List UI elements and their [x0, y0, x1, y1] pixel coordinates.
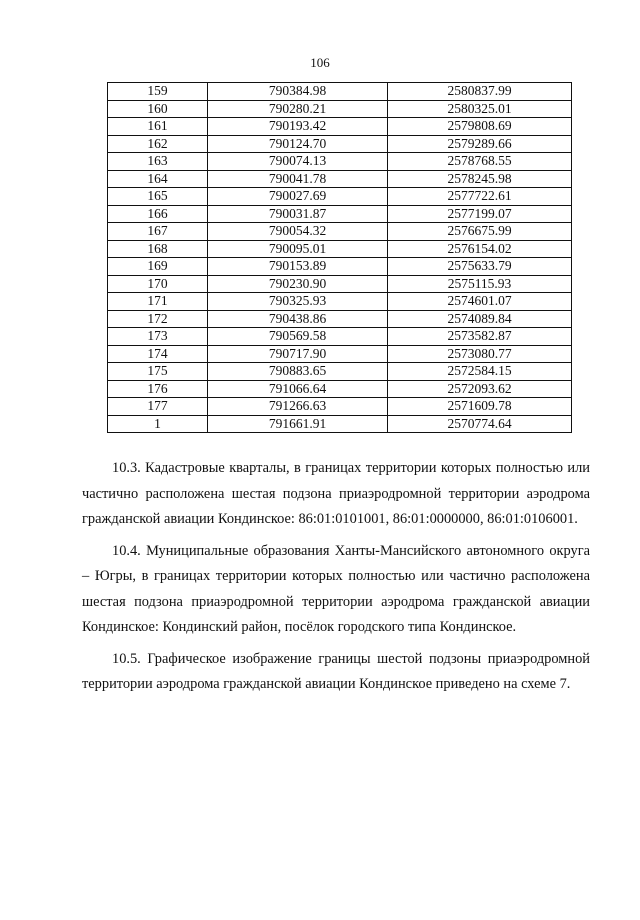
table-row [108, 135, 572, 153]
table-row [108, 118, 572, 136]
y-coordinate-cell: 2571609.78 [388, 398, 572, 416]
y-coordinate-cell: 2572584.15 [388, 363, 572, 381]
table-row [108, 223, 572, 241]
table-row [108, 205, 572, 223]
x-coordinate-cell: 790031.87 [208, 205, 388, 223]
table-row [108, 275, 572, 293]
table-row [108, 380, 572, 398]
y-coordinate-cell: 2577199.07 [388, 205, 572, 223]
paragraph-10-4: 10.4. Муниципальные образования Ханты-Мансийского автономного округа – Югры, в границах территории которых полностью или частично расположена шестая подзона приаэродромной территории аэродрома гражданской авиации Кондинское: Кондинский район, посёлок городского типа Кондинское. [82, 542, 590, 635]
point-number-cell: 161 [108, 118, 208, 136]
point-number-cell: 160 [108, 100, 208, 118]
table-row [108, 293, 572, 311]
x-coordinate-cell: 790095.01 [208, 240, 388, 258]
y-coordinate-cell: 2572093.62 [388, 380, 572, 398]
x-coordinate-cell: 790717.90 [208, 345, 388, 363]
point-number-cell: 173 [108, 328, 208, 346]
x-coordinate-cell: 791661.91 [208, 415, 388, 433]
x-coordinate-cell: 790325.93 [208, 293, 388, 311]
table-row [108, 188, 572, 206]
table-row [108, 310, 572, 328]
x-coordinate-cell: 790041.78 [208, 170, 388, 188]
y-coordinate-cell: 2580837.99 [388, 83, 572, 101]
paragraph-10-5: 10.5. Графическое изображение границы шестой подзоны приаэродромной территории аэродрома гражданской авиации Кондинское приведено на схеме 7. [82, 650, 590, 692]
y-coordinate-cell: 2575115.93 [388, 275, 572, 293]
body-text [82, 456, 590, 704]
y-coordinate-cell: 2573582.87 [388, 328, 572, 346]
point-number-cell: 172 [108, 310, 208, 328]
y-coordinate-cell: 2576154.02 [388, 240, 572, 258]
point-number-cell: 175 [108, 363, 208, 381]
point-number-cell: 1 [108, 415, 208, 433]
x-coordinate-cell: 790193.42 [208, 118, 388, 136]
y-coordinate-cell: 2580325.01 [388, 100, 572, 118]
table-row [108, 415, 572, 433]
x-coordinate-cell: 790124.70 [208, 135, 388, 153]
table-row [108, 328, 572, 346]
point-number-cell: 166 [108, 205, 208, 223]
table-row [108, 258, 572, 276]
x-coordinate-cell: 791266.63 [208, 398, 388, 416]
table-row [108, 240, 572, 258]
point-number-cell: 165 [108, 188, 208, 206]
coordinates-table-body [108, 83, 572, 433]
paragraph-10-3: 10.3. Кадастровые кварталы, в границах территории которых полностью или частично расположена шестая подзона приаэродромной территории аэродрома гражданской авиации Кондинское: 86:01:0101001, 86:01:0000000, 86:01:0106001. [82, 460, 590, 527]
y-coordinate-cell: 2574601.07 [388, 293, 572, 311]
y-coordinate-cell: 2570774.64 [388, 415, 572, 433]
x-coordinate-cell: 790054.32 [208, 223, 388, 241]
point-number-cell: 163 [108, 153, 208, 171]
point-number-cell: 177 [108, 398, 208, 416]
table-row [108, 100, 572, 118]
y-coordinate-cell: 2579808.69 [388, 118, 572, 136]
y-coordinate-cell: 2574089.84 [388, 310, 572, 328]
x-coordinate-cell: 791066.64 [208, 380, 388, 398]
table-row [108, 170, 572, 188]
x-coordinate-cell: 790438.86 [208, 310, 388, 328]
x-coordinate-cell: 790384.98 [208, 83, 388, 101]
point-number-cell: 174 [108, 345, 208, 363]
point-number-cell: 171 [108, 293, 208, 311]
point-number-cell: 162 [108, 135, 208, 153]
table-row [108, 83, 572, 101]
y-coordinate-cell: 2579289.66 [388, 135, 572, 153]
table-row [108, 345, 572, 363]
x-coordinate-cell: 790153.89 [208, 258, 388, 276]
table-row [108, 153, 572, 171]
y-coordinate-cell: 2577722.61 [388, 188, 572, 206]
point-number-cell: 170 [108, 275, 208, 293]
point-number-cell: 168 [108, 240, 208, 258]
point-number-cell: 169 [108, 258, 208, 276]
point-number-cell: 164 [108, 170, 208, 188]
table-row [108, 363, 572, 381]
y-coordinate-cell: 2578768.55 [388, 153, 572, 171]
table-row [108, 398, 572, 416]
page-number: 106 [310, 55, 330, 70]
x-coordinate-cell: 790883.65 [208, 363, 388, 381]
coordinates-table [107, 82, 572, 433]
x-coordinate-cell: 790230.90 [208, 275, 388, 293]
y-coordinate-cell: 2576675.99 [388, 223, 572, 241]
y-coordinate-cell: 2573080.77 [388, 345, 572, 363]
point-number-cell: 176 [108, 380, 208, 398]
x-coordinate-cell: 790074.13 [208, 153, 388, 171]
y-coordinate-cell: 2578245.98 [388, 170, 572, 188]
x-coordinate-cell: 790569.58 [208, 328, 388, 346]
point-number-cell: 159 [108, 83, 208, 101]
point-number-cell: 167 [108, 223, 208, 241]
x-coordinate-cell: 790280.21 [208, 100, 388, 118]
x-coordinate-cell: 790027.69 [208, 188, 388, 206]
y-coordinate-cell: 2575633.79 [388, 258, 572, 276]
